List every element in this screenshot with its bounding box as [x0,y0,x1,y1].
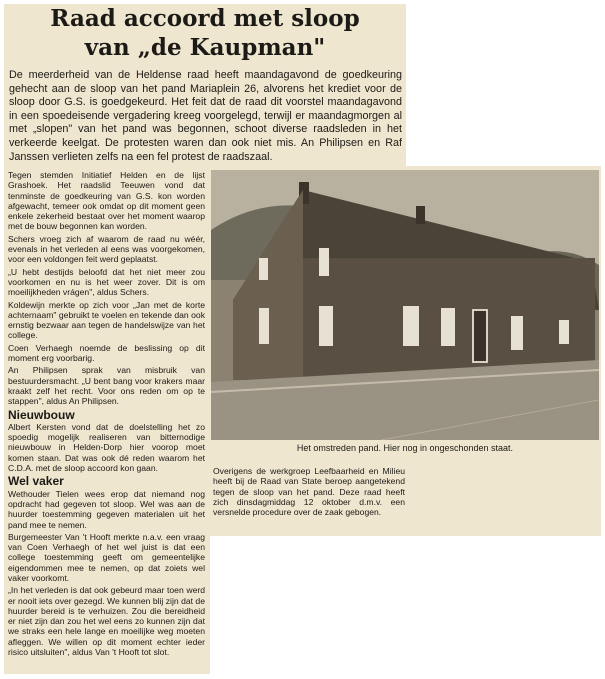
house-photo [211,170,599,440]
body-paragraph: „In het verleden is dat ook gebeurd maar toen werd er nooit iets over gezegd. We kunnen blij zijn dat de huurder bereid is te verhuizen. Zou die bereidheid er niet zijn dan zou het wel eens zo kunnen zijn dat we straks een hele lange en moeilijke weg moeten afleggen. We willen op dit moment echter ieder risico uitsluiten", aldus Van 't Hooft tot slot. [8,585,205,658]
left-column [8,170,205,659]
body-paragraph: Koldewijn merkte op zich voor „Jan met de korte achternaam" gebruikt te voelen en tekende dan ook ernstig bezwaar aan tegen de handelswijze van het college. [8,299,205,341]
body-paragraph: Burgemeester Van 't Hooft merkte n.a.v. een vraag van Coen Verhaegh of het wel juist is dat een college toestemming geeft om gemeentelijke eigendommen mee te nemen, op dat zoiets wel vaker voorkomt. [8,531,205,583]
body-paragraph: Schers vroeg zich af waarom de raad nu wéér, evenals in het verleden al eens was voorgekomen, voor een voldongen feit werd geplaatst. [8,233,205,265]
body-paragraph: „U hebt destijds beloofd dat het niet meer zou voorkomen en nu is het weer zover. Dit is om moeilijkheden vrágen", aldus Schers. [8,266,205,298]
body-paragraph: Coen Verhaegh noemde de beslissing op dit moment erg voorbarig. [8,342,205,364]
house-illustration [211,170,599,440]
headline [8,4,402,62]
body-paragraph: An Philipsen sprak van misbruik van bestuurdersmacht. „U bent bang voor krakers maar kraakt zelf het recht. Voor ons reden om op te stappen", aldus An Philipsen. [8,365,205,407]
subheading-wel-vaker: Wel vaker [8,474,64,489]
photo-caption: Het omstreden pand. Hier nog in ongeschonden staat. [296,443,514,453]
body-paragraph: Albert Kersten vond dat de doelstelling het zo spoedig mogelijk realiseren van bitternodige nieuwbouw in Helden-Dorp hier voorop moet komen staan. Dat was ook dé reden waarom het C.D.A. met de sloop accoord kon gaan. [8,421,205,474]
body-paragraph: Wethouder Tielen wees erop dat niemand nog opdracht had gegeven tot sloop. Wel was aan de huurder toestemming gegeven materialen uit het pand mee te nemen. [8,488,205,530]
subheading-nieuwbouw: Nieuwbouw [8,407,75,422]
headline-line-1: Raad accoord met sloop [50,5,360,32]
body-paragraph: Tegen stemden Initiatief Helden en de lijst Grashoek. Het raadslid Teeuwen vond dat tenminste de goedkeuring van G.S. kon worden afgewacht, temeer ook omdat op dit moment geen enkele zekerheid bestaat over het moment waarop met de bouw begonnen kan worden. [8,170,205,232]
lead-paragraph: De meerderheid van de Heldense raad heeft maandagavond de goedkeuring gehecht aan de sloop van het pand Mariaplein 26, alvorens het krediet voor de sloop door G.S. is goedgekeurd. Het feit dat de raad dit voorstel maandagavond in een spoedeisende vergadering kreeg voorgelegd, terwijl er maandagmorgen al met „slopen" van het pand was begonnen, schoot diverse raadsleden in het verkeerde keelgat. De protesten waren dan ook niet mis. An Philipsen en Raf Janssen verlieten zelfs na een fel protest de raadszaal. [9,69,402,163]
headline-line-2: van „de Kaupman" [84,34,326,61]
closing-paragraph: Overigens de werkgroep Leefbaarheid en Milieu heeft bij de Raad van State beroep aangetekend tegen de sloop van het pand. Deze raad heeft zich dinsdagmiddag 12 oktober d.m.v. een versnelde procedure over de zaak gebogen. [213,466,405,518]
